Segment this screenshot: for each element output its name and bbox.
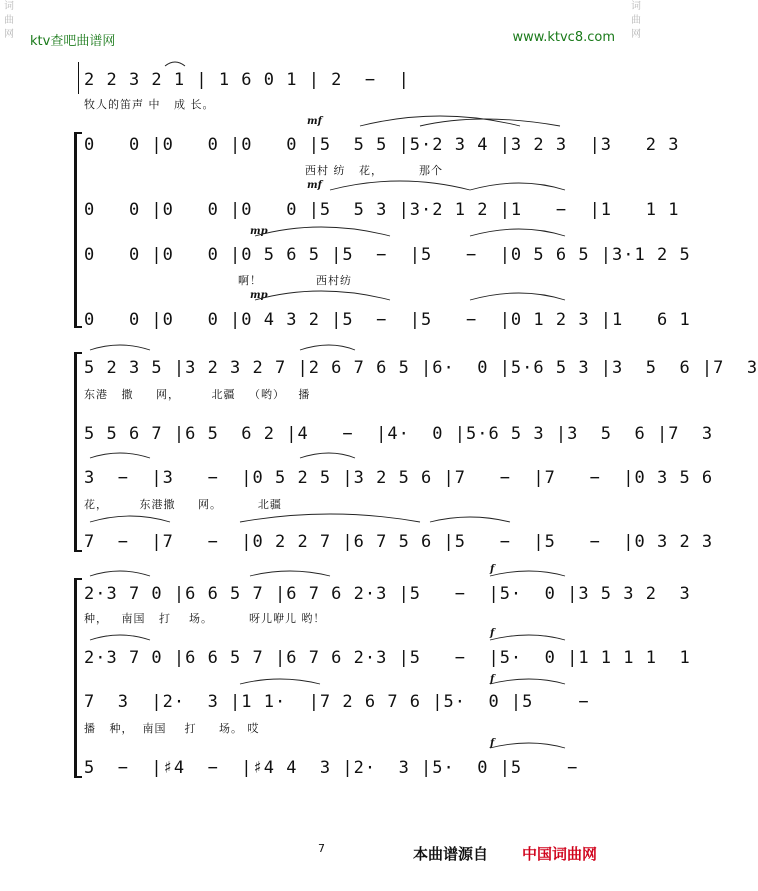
lyrics-row: 西村 纺 花， 那个 <box>305 164 443 177</box>
notes-row: 7 3 |2· 3 |1 1· |7 2 6 7 6 |5· 0 |5 − <box>84 692 590 712</box>
notes-row: 0 0 |0 0 |0 0 |5 5 3 |3·2 1 2 |1 − |1 1 1 <box>84 200 680 220</box>
dynamic-f: f <box>490 738 495 749</box>
lyrics-row: 啊！ 西村纺 <box>238 274 352 287</box>
footer-source-label: 本曲谱源自 <box>413 845 489 863</box>
notes-row: 0 0 |0 0 |0 5 6 5 |5 − |5 − |0 5 6 5 |3·1 2 5 <box>84 245 691 265</box>
notes-row: 5 − |♯4 − |♯4 4 3 |2· 3 |5· 0 |5 − <box>84 758 579 778</box>
notes-row: 2 2 3 2 1 | 1 6 0 1 | 2 − | <box>84 70 410 90</box>
page-number: 7 <box>318 842 325 855</box>
dynamic-f: f <box>490 564 495 575</box>
notes-row: 0 0 |0 0 |0 4 3 2 |5 − |5 − |0 1 2 3 |1 6 1 <box>84 310 691 330</box>
lyrics-row: 牧人的笛声 中 成 长。 <box>84 98 215 111</box>
notes-row: 3 − |3 − |0 5 2 5 |3 2 5 6 |7 − |7 − |0 3 5 6 <box>84 468 714 488</box>
notes-row: 0 0 |0 0 |0 0 |5 5 5 |5·2 3 4 |3 2 3 |3 2 3 <box>84 135 680 155</box>
dynamic-f: f <box>490 628 495 639</box>
site-name-left[interactable]: ktv查吧曲谱网 <box>30 34 116 49</box>
notes-row: 5 5 6 7 |6 5 6 2 |4 − |4· 0 |5·6 5 3 |3 5 6 |7 3 <box>84 424 714 444</box>
watermark-text: 词曲网 <box>631 1 641 40</box>
lyrics-row: 花， 东港撒 网。 北疆 <box>84 498 282 511</box>
dynamic-mf: mf <box>307 180 322 191</box>
notes-row: 2·3 7 0 |6 6 5 7 |6 7 6 2·3 |5 − |5· 0 |1 1 1 1 1 <box>84 648 691 668</box>
lyrics-row: 东港 撒 网， 北疆 （哟） 播 <box>84 388 311 401</box>
dynamic-mp: mp <box>250 226 268 237</box>
dynamic-mf: mf <box>307 116 322 127</box>
lyrics-row: 播 种， 南国 打 场。 哎 <box>84 722 260 735</box>
lyrics-row: 种， 南国 打 场。 呀儿咿儿 哟！ <box>84 612 326 625</box>
dynamic-mp: mp <box>250 290 268 301</box>
dynamic-f: f <box>490 674 495 685</box>
notes-row: 5 2 3 5 |3 2 3 2 7 |2 6 7 6 5 |6· 0 |5·6 5 3 |3 5 6 |7 3 <box>84 358 758 378</box>
notes-row: 7 − |7 − |0 2 2 7 |6 7 5 6 |5 − |5 − |0 3 2 3 <box>84 532 714 552</box>
site-url-right[interactable]: www.ktvc8.com <box>512 30 615 45</box>
footer-source-link[interactable]: 中国词曲网 <box>522 845 598 863</box>
notes-row: 2·3 7 0 |6 6 5 7 |6 7 6 2·3 |5 − |5· 0 |3 5 3 2 3 <box>84 584 691 604</box>
watermark-text: 词曲网 <box>4 1 14 40</box>
